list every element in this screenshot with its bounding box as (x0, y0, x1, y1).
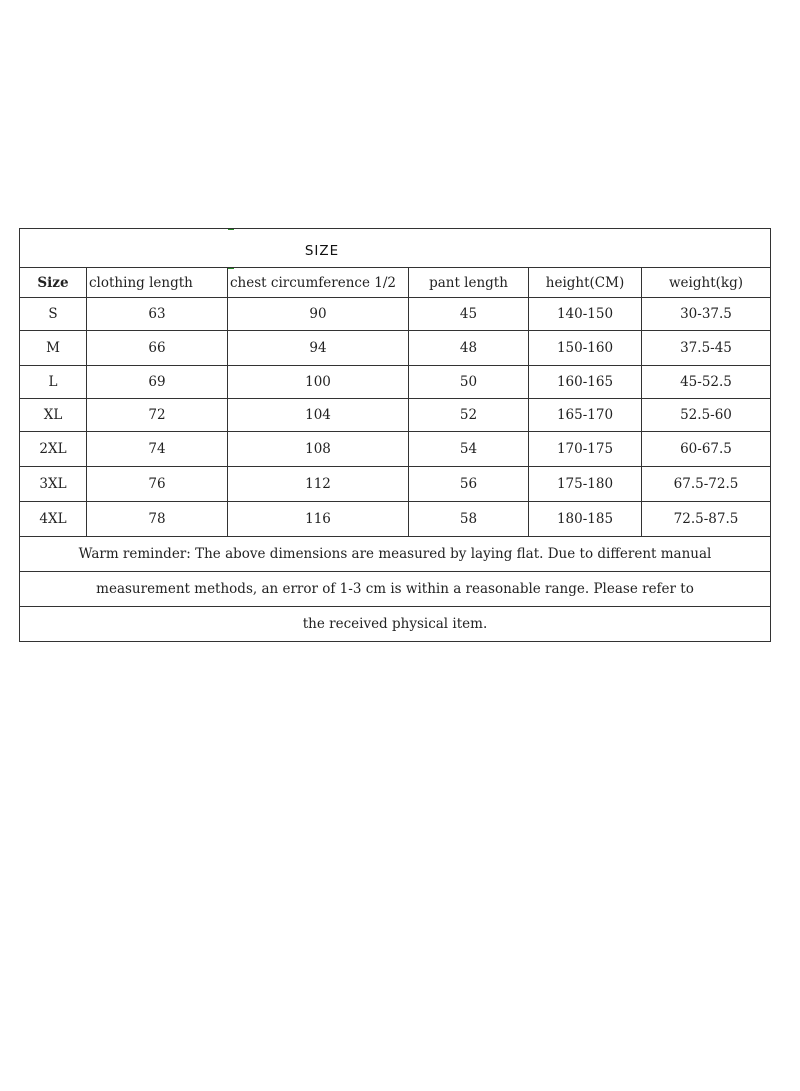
cell-clothing-length[interactable]: 63 (87, 298, 228, 331)
cell-size[interactable]: S (20, 298, 87, 331)
cell-height[interactable]: 180-185 (529, 502, 642, 537)
table-row (20, 399, 771, 432)
cell-weight[interactable]: 60-67.5 (642, 432, 771, 467)
cell-pant-length[interactable]: 52 (409, 399, 529, 432)
header-weight[interactable]: weight(kg) (642, 268, 771, 298)
cell-height[interactable]: 160-165 (529, 366, 642, 399)
table-row (20, 502, 771, 537)
cell-size[interactable]: L (20, 366, 87, 399)
cell-clothing-length[interactable]: 66 (87, 331, 228, 366)
cell-height[interactable]: 170-175 (529, 432, 642, 467)
table-title[interactable]: SIZE (20, 229, 771, 268)
header-size[interactable]: Size (20, 268, 87, 298)
cell-chest[interactable]: 94 (228, 331, 409, 366)
cell-clothing-length[interactable]: 69 (87, 366, 228, 399)
cell-clothing-length[interactable]: 78 (87, 502, 228, 537)
cell-chest[interactable]: 108 (228, 432, 409, 467)
cell-chest[interactable]: 116 (228, 502, 409, 537)
cell-size[interactable]: XL (20, 399, 87, 432)
note-row (20, 607, 771, 642)
cell-weight[interactable]: 67.5-72.5 (642, 467, 771, 502)
table-row (20, 298, 771, 331)
cell-clothing-length[interactable]: 72 (87, 399, 228, 432)
cell-pant-length[interactable]: 48 (409, 331, 529, 366)
cell-height[interactable]: 150-160 (529, 331, 642, 366)
cell-size[interactable]: 4XL (20, 502, 87, 537)
cell-clothing-length[interactable]: 76 (87, 467, 228, 502)
cell-height[interactable]: 175-180 (529, 467, 642, 502)
cell-weight[interactable]: 30-37.5 (642, 298, 771, 331)
header-height[interactable]: height(CM) (529, 268, 642, 298)
cell-chest[interactable]: 90 (228, 298, 409, 331)
size-chart-table (19, 228, 771, 642)
cell-chest[interactable]: 100 (228, 366, 409, 399)
cell-weight[interactable]: 45-52.5 (642, 366, 771, 399)
cell-height[interactable]: 165-170 (529, 399, 642, 432)
cell-pant-length[interactable]: 58 (409, 502, 529, 537)
cell-size[interactable]: 3XL (20, 467, 87, 502)
header-row (20, 268, 771, 298)
title-row (20, 229, 771, 268)
cell-weight[interactable]: 52.5-60 (642, 399, 771, 432)
note-line-2[interactable]: measurement methods, an error of 1-3 cm is within a reasonable range. Please refer to (20, 572, 771, 607)
table-row (20, 467, 771, 502)
header-chest-circumference[interactable]: chest circumference 1/2 (228, 268, 409, 298)
cell-size[interactable]: M (20, 331, 87, 366)
cell-pant-length[interactable]: 56 (409, 467, 529, 502)
cell-weight[interactable]: 72.5-87.5 (642, 502, 771, 537)
note-row (20, 537, 771, 572)
header-clothing-length[interactable]: clothing length (87, 268, 228, 298)
cell-weight[interactable]: 37.5-45 (642, 331, 771, 366)
cell-pant-length[interactable]: 45 (409, 298, 529, 331)
table-row (20, 432, 771, 467)
cell-chest[interactable]: 104 (228, 399, 409, 432)
cell-pant-length[interactable]: 50 (409, 366, 529, 399)
note-line-3[interactable]: the received physical item. (20, 607, 771, 642)
table-row (20, 366, 771, 399)
cell-chest[interactable]: 112 (228, 467, 409, 502)
table-row (20, 331, 771, 366)
cell-height[interactable]: 140-150 (529, 298, 642, 331)
cell-pant-length[interactable]: 54 (409, 432, 529, 467)
header-pant-length[interactable]: pant length (409, 268, 529, 298)
cell-size[interactable]: 2XL (20, 432, 87, 467)
cell-clothing-length[interactable]: 74 (87, 432, 228, 467)
note-line-1[interactable]: Warm reminder: The above dimensions are measured by laying flat. Due to different manual (20, 537, 771, 572)
note-row (20, 572, 771, 607)
